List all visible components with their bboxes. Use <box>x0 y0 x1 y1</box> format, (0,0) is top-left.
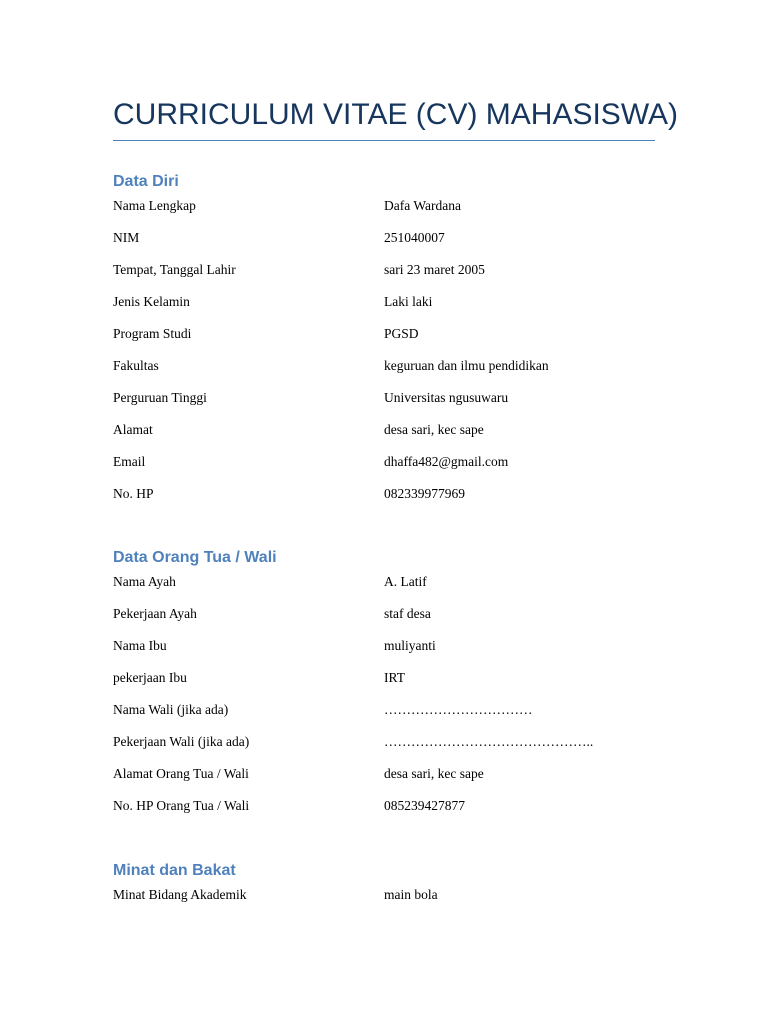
field-label: Nama Lengkap <box>113 198 196 213</box>
field-row <box>113 258 655 290</box>
field-label: Pekerjaan Ayah <box>113 606 197 621</box>
field-row <box>113 322 655 354</box>
field-row <box>113 450 655 482</box>
field-value: A. Latif <box>384 574 427 589</box>
field-value: IRT <box>384 670 405 685</box>
field-row <box>113 226 655 258</box>
field-label: No. HP <box>113 486 154 501</box>
field-row <box>113 354 655 386</box>
field-row <box>113 698 655 730</box>
field-label: Email <box>113 454 146 469</box>
field-row <box>113 194 655 226</box>
field-value: 082339977969 <box>384 486 465 501</box>
field-value: 251040007 <box>384 230 445 245</box>
field-label: Minat Bidang Akademik <box>113 887 247 902</box>
field-label: Nama Ayah <box>113 574 176 589</box>
section-data-orang-tua <box>113 546 655 826</box>
field-label: Nama Ibu <box>113 638 167 653</box>
field-row <box>113 730 655 762</box>
section-heading: Data Diri <box>113 173 179 190</box>
field-label: NIM <box>113 230 140 245</box>
field-value: ……………………………………….. <box>384 734 594 749</box>
field-row <box>113 883 655 915</box>
field-row <box>113 634 655 666</box>
field-value: desa sari, kec sape <box>384 422 484 437</box>
field-value: keguruan dan ilmu pendidikan <box>384 358 549 373</box>
field-value: staf desa <box>384 606 431 621</box>
field-row <box>113 482 655 514</box>
field-label: Jenis Kelamin <box>113 294 190 309</box>
field-value: 085239427877 <box>384 798 465 813</box>
field-value: main bola <box>384 887 438 902</box>
field-row <box>113 762 655 794</box>
field-value: muliyanti <box>384 638 436 653</box>
field-value: sari 23 maret 2005 <box>384 262 485 277</box>
field-value: desa sari, kec sape <box>384 766 484 781</box>
field-label: Perguruan Tinggi <box>113 390 207 405</box>
field-label: Tempat, Tanggal Lahir <box>113 262 236 277</box>
title-underline <box>113 140 655 141</box>
section-heading: Data Orang Tua / Wali <box>113 549 277 566</box>
field-label: Pekerjaan Wali (jika ada) <box>113 734 250 749</box>
section-minat-bakat <box>113 859 655 915</box>
field-label: Nama Wali (jika ada) <box>113 702 229 717</box>
document-title: CURRICULUM VITAE (CV) MAHASISWA) <box>113 98 679 131</box>
field-row <box>113 386 655 418</box>
field-label: Program Studi <box>113 326 192 341</box>
field-row <box>113 418 655 450</box>
field-row <box>113 290 655 322</box>
field-row <box>113 602 655 634</box>
field-value: Laki laki <box>384 294 433 309</box>
field-value: Universitas ngusuwaru <box>384 390 509 405</box>
field-value: dhaffa482@gmail.com <box>384 454 509 469</box>
field-label: pekerjaan Ibu <box>113 670 187 685</box>
field-row <box>113 794 655 826</box>
field-row <box>113 570 655 602</box>
section-data-diri <box>113 170 655 514</box>
field-value: …………………………… <box>384 702 533 717</box>
field-row <box>113 666 655 698</box>
field-label: No. HP Orang Tua / Wali <box>113 798 250 813</box>
field-label: Alamat Orang Tua / Wali <box>113 766 249 781</box>
field-label: Fakultas <box>113 358 159 373</box>
section-heading: Minat dan Bakat <box>113 862 236 879</box>
field-label: Alamat <box>113 422 153 437</box>
field-value: PGSD <box>384 326 419 341</box>
field-value: Dafa Wardana <box>384 198 461 213</box>
